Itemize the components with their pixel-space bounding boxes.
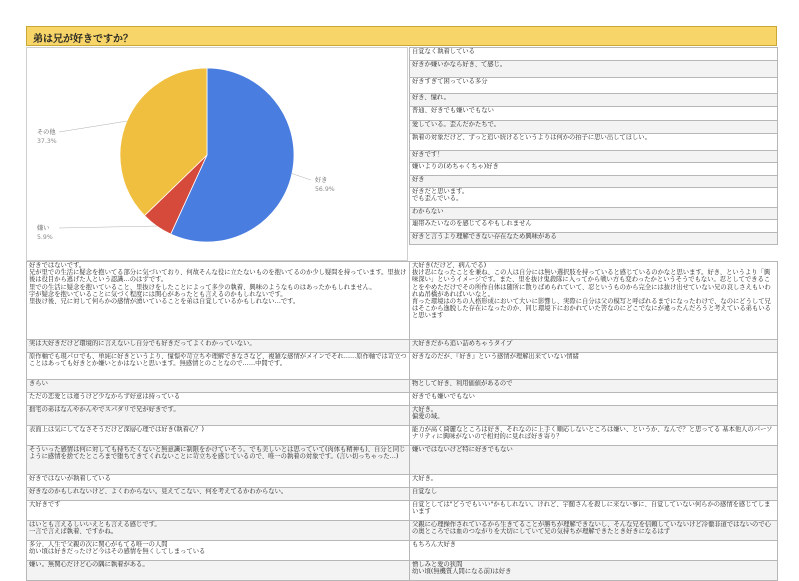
answer-cell-right: 好きでも嫌いでもない [410,393,778,406]
pie-percent-label: 37.3% [37,138,57,145]
table-row [410,107,778,121]
table-row [410,134,778,151]
table-row [410,188,778,208]
answer-cell: 好きと言うより理解できない存在なため興味がある [410,233,778,245]
answer-cell-right: 嫌いではないけど特に好きでもない [410,446,778,475]
answer-cell-left: 表面上は気にしてなさそうだけど深層心理では好き(執着心？) [27,426,410,446]
answer-cell: 好きです！ [410,151,778,163]
table-row [410,121,778,134]
table-row [27,340,778,353]
answer-cell-left: 好きではないが執着している [27,475,410,488]
table-row [27,475,778,488]
answers-table [26,261,778,581]
answer-cell: わからない [410,208,778,220]
answer-cell: 連帯みたいなのを感じてるやもしれません [410,220,778,233]
answer-cell-left: 大好きです [27,501,410,521]
answer-cell-right: 大好き。 [410,475,778,488]
table-row [410,233,778,245]
answer-cell-left: 多分、人生で父親の次に関心がもてる唯一の人間 幼い頃は好きだったけど今はその感情を無くしてしまっている [27,541,410,561]
answer-cell-left: 好きではないです。 兄が里での生活に疑念を抱いてる部分に気づいており、何故そんな役に立たないものを抱いてるのか少し疑問を持っています。里抜け後は役目から逃げた人という認識…のはずです。 里での生活に疑念を抱いていること、里抜けをしたことによって多少の執着、興味のようなものはあったかもしれません。 宇が疑念を抱いていることに気づく程度には関心があったとも言えるのかもしれないです。 里抜け後、兄に対して何らかの感情が湧いていることを弟は自覚しているかもしれない…です。 [27,262,410,340]
answer-cell-right: もちろん大好き [410,541,778,561]
table-row [410,78,778,94]
pie-percent-label: 56.9% [315,186,335,193]
pie-leader-line [292,174,311,180]
page-title: 弟は兄が好きですか？ [33,34,133,45]
pie-label: その他 [37,129,56,136]
answer-cell: 好きか嫌いかなら好き、て感じ。 [410,61,778,78]
pie-percent-label: 5.9% [37,234,53,241]
answer-cell: 好きすぎて困っている多分 [410,78,778,94]
answer-cell-left: はいとも言えるしいいえとも言える感じです。 一言で言えば執着、ですかね。 [27,521,410,541]
table-row [410,220,778,233]
table-row [27,446,778,475]
table-row [410,208,778,220]
answer-cell-left: 拙宅の弟はなんやかんやでスパダリで兄が好きです。 [27,406,410,426]
answer-cell: 自覚なく執着している [410,48,778,61]
table-row [27,501,778,521]
table-row [27,406,778,426]
table-row [410,176,778,188]
pie-leader-line [59,121,127,132]
table-row [410,48,778,61]
answer-cell-right: 父親に心理操作されているから生きてることが勝ちが理解できないし、そんな兄を信頼していないけど冷徹非道ではないので心の奥ところでは血のつながりを大切にしていて兄の気持ちが理解できたとき好きになるはず [410,521,778,541]
answer-cell-right: 大好きだから追い詰めちゃうタイプ [410,340,778,353]
table-row [27,541,778,561]
answer-cell-left: そういった感情は何に対しても持ちたくないと無意識に制限をかけていそう。でも美しいとは思っていて(肉体も精神も)、自分と同じように感情を捨てたところまで堕ちてきてくれないことに苛立ちを感じているので、唯一の執着の対象です。(言い切っちゃった…) [27,446,410,475]
table-row [27,426,778,446]
answer-cell: 執着の対象だけど、ずっと追い続けるというよりは何かの拍子に思い出してほしい。 [410,134,778,151]
answer-cell: 普通、好きでも嫌いでもない [410,107,778,121]
table-row [410,163,778,176]
answer-cell-right: 好きなのだが、『好き』という感情が理解出来ていない情緒 [410,353,778,380]
pie-leader-line [59,226,157,228]
pie-chart-panel [26,47,408,261]
table-row [27,353,778,380]
table-row [410,151,778,163]
answer-cell-right: 物として好き、利用価値があるので [410,380,778,393]
answer-cell-right: 能力が高く綺麗なところは好き、それなのに上手く順応しないところは嫌い、というか、なんで？と思ってる 基本他人のパーソナリティに興味がないので相対的に見れば好き寄り？ [410,426,778,446]
answer-cell: 愛している。歪んだかたちで。 [410,121,778,134]
table-row [410,61,778,78]
table-row [410,94,778,107]
answer-cell: 嫌いよりの(めちゃくちゃ)好き [410,163,778,176]
answer-cell-left: 嫌い。無関心だけど心の隅に執着がある。 [27,561,410,581]
answer-cell-right: 憎しみと愛の狭間 幼い頃(無機質人間になる前)は好き [410,561,778,581]
answer-cell-left: 実は大好きだけど環境的に言えないし自分でも好きだってよくわかっていない。 [27,340,410,353]
answer-cell-left: きらい [27,380,410,393]
title-bar [26,26,777,46]
table-row [27,380,778,393]
answer-cell-left: 原作軸でも現パロでも、単純に好きというより、憧憬や苛立ちや理解できなさなど、複雑な感情がメインでそれ……原作軸では苛立つことはあっても好きとか嫌いとかはないと思います。無感情とのことなので……中間です。 [27,353,410,380]
answer-cell: 好き、憧れ。 [410,94,778,107]
answer-cell: 好きだと思います。 でも歪んでいる。 [410,188,778,208]
table-row [27,262,778,340]
table-row [27,393,778,406]
table-row [27,561,778,581]
answer-cell: 好き [410,176,778,188]
pie-chart [27,48,407,260]
table-row [27,521,778,541]
answer-cell-left: ただの恋愛とは違うけど少なからず好意は持っている [27,393,410,406]
answer-cell-right: 自覚なし [410,488,778,501]
answer-cell-right: 大好き(だけど、病んでる) 抜け忍になったことを兼ね、この人は自分には無い選択肢を持っていると感じているのかなと思います。好き、というより「興味深い」というイメージです。また、里を抜け鬼殺隊に入ってから戦い方も変わったかというそうでもない。忍としてできることをやめただけでその所作自体は随所に散りばめられていて、忍というものから完全には抜け出せていない兄の哀しさえもいわれぬ吊橋があればいいなと。 育った環境はのちの人格形成において大いに影響し、実際に自分は父の模写と呼ばれるまでになったわけで、なのにどうして兄はそこから逸脱した存在になったのか、同じ環境下におかれていた筈なのにどこでなにが違ったんだろうと考えている弟もいると思います [410,262,778,340]
answer-cell-left: 好きなのかもしれないけど、よくわからない。見えてこない、何を考えてるかわからない。 [27,488,410,501]
document-page [26,26,777,576]
table-row [27,488,778,501]
answer-cell-right: 大好き。 偏愛の域。 [410,406,778,426]
pie-label: 嫌い [37,225,50,232]
answer-cell-right: 自覚としては"どうでもいい"かもしれない。けれど、宇髄さんを殺しに来ない事に、自覚していない何らかの感情を感じてしまいます [410,501,778,521]
right-answers-table [409,47,778,245]
pie-label: 好き [315,177,328,184]
